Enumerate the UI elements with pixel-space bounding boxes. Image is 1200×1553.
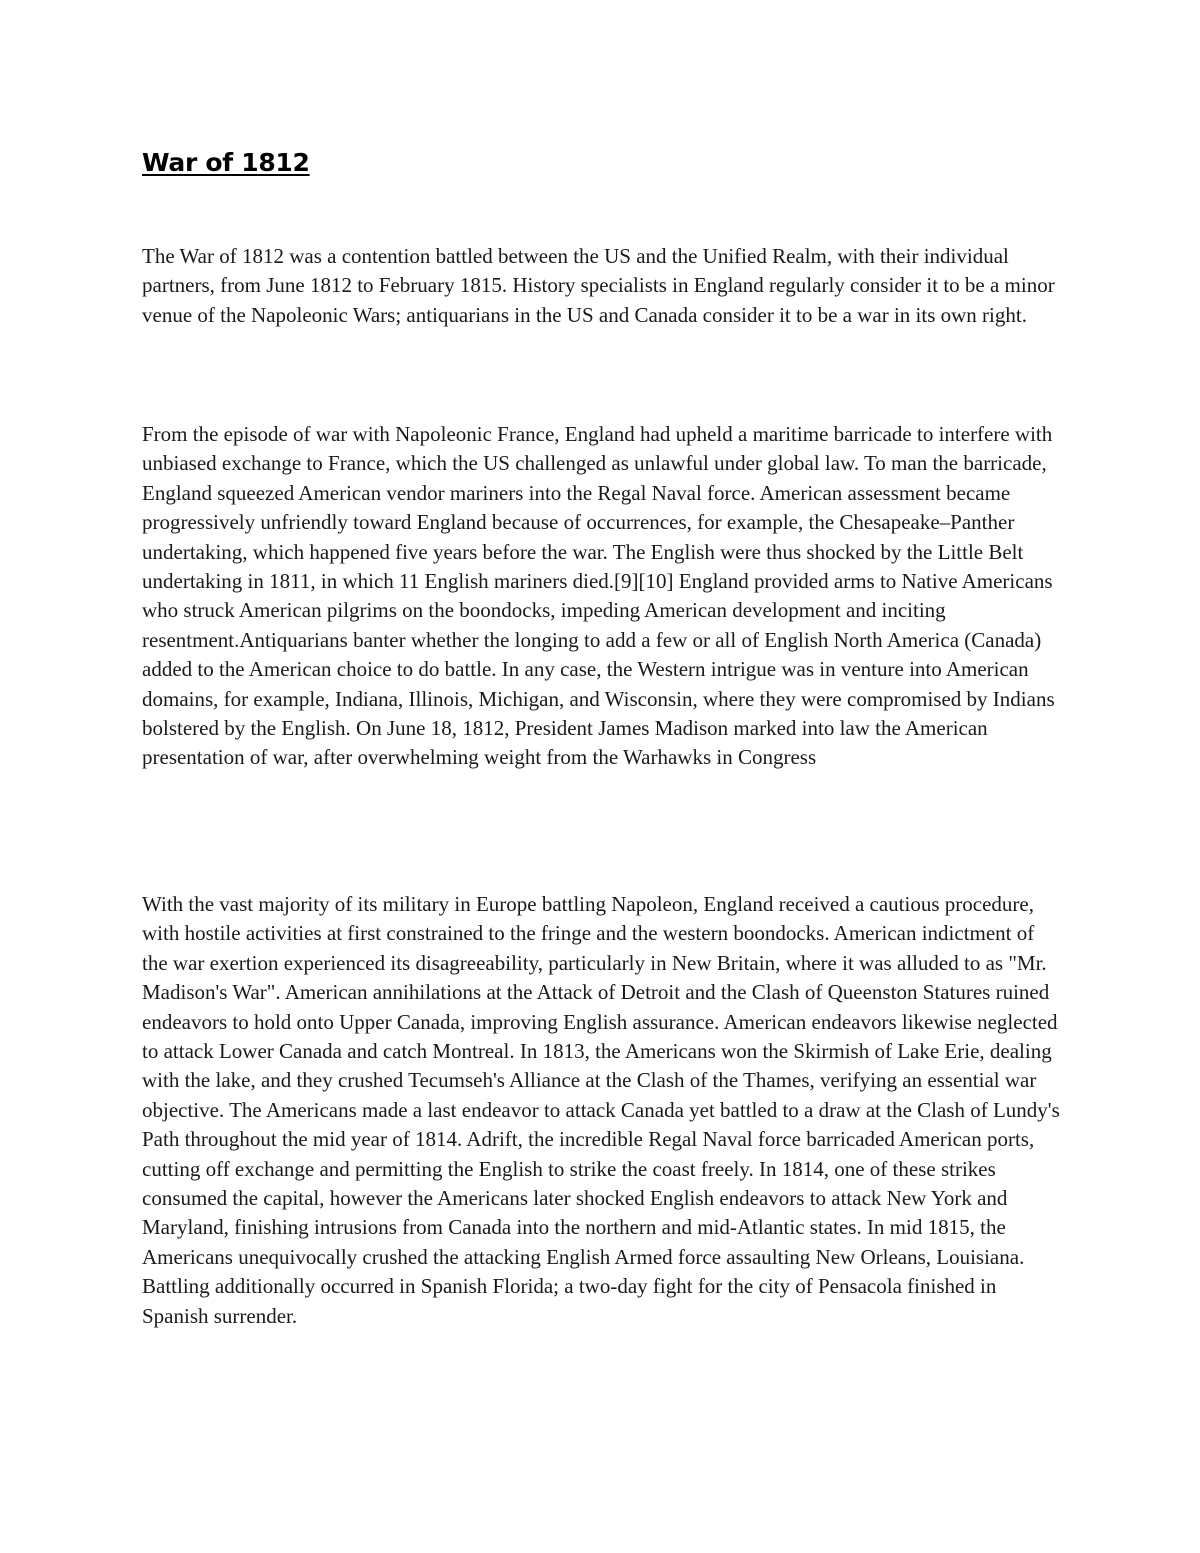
document-title: War of 1812 bbox=[142, 148, 310, 177]
paragraph-intro: The War of 1812 was a contention battled between the US and the Unified Realm, with their individual partners, from June 1812 to February 1815. History specialists in England regularly consider it to be a minor venue of the Napoleonic Wars; antiquarians in the US and Canada consider it to be a war in its own right. bbox=[142, 244, 1055, 327]
paragraph-course-of-war: With the vast majority of its military in Europe battling Napoleon, England received a cautious procedure, with hostile activities at first constrained to the fringe and the western boondocks. American indictment of the war exertion experienced its disagreeability, particularly in New Britain, where it was alluded to as "Mr. Madison's War". American annihilations at the Attack of Detroit and the Clash of Queenston Statures ruined endeavors to hold onto Upper Canada, improving English assurance. American endeavors likewise neglected to attack Lower Canada and catch Montreal. In 1813, the Americans won the Skirmish of Lake Erie, dealing with the lake, and they crushed Tecumseh's Alliance at the Clash of the Thames, verifying an essential war objective. The Americans made a last endeavor to attack Canada yet battled to a draw at the Clash of Lundy's Path throughout the mid year of 1814. Adrift, the incredible Regal Naval force barricaded American ports, cutting off exchange and permitting the English to strike the coast freely. In 1814, one of these strikes consumed the capital, however the Americans later shocked English endeavors to attack New York and Maryland, finishing intrusions from Canada into the northern and mid-Atlantic states. In mid 1815, the Americans unequivocally crushed the attacking English Armed force assaulting New Orleans, Louisiana. Battling additionally occurred in Spanish Florida; a two-day fight for the city of Pensacola finished in Spanish surrender. bbox=[142, 892, 1060, 1328]
paragraph-causes: From the episode of war with Napoleonic France, England had upheld a maritime barricade to interfere with unbiased exchange to France, which the US challenged as unlawful under global law. To man the barricade, England squeezed American vendor mariners into the Regal Naval force. American assessment became progressively unfriendly toward England because of occurrences, for example, the Chesapeake–Panther undertaking, which happened five years before the war. The English were thus shocked by the Little Belt undertaking in 1811, in which 11 English mariners died.[9][10] England provided arms to Native Americans who struck American pilgrims on the boondocks, impeding American development and inciting resentment.Antiquarians banter whether the longing to add a few or all of English North America (Canada) added to the American choice to do battle. In any case, the Western intrigue was in venture into American domains, for example, Indiana, Illinois, Michigan, and Wisconsin, where they were compromised by Indians bolstered by the English. On June 18, 1812, President James Madison marked into law the American presentation of war, after overwhelming weight from the Warhawks in Congress bbox=[142, 422, 1055, 770]
